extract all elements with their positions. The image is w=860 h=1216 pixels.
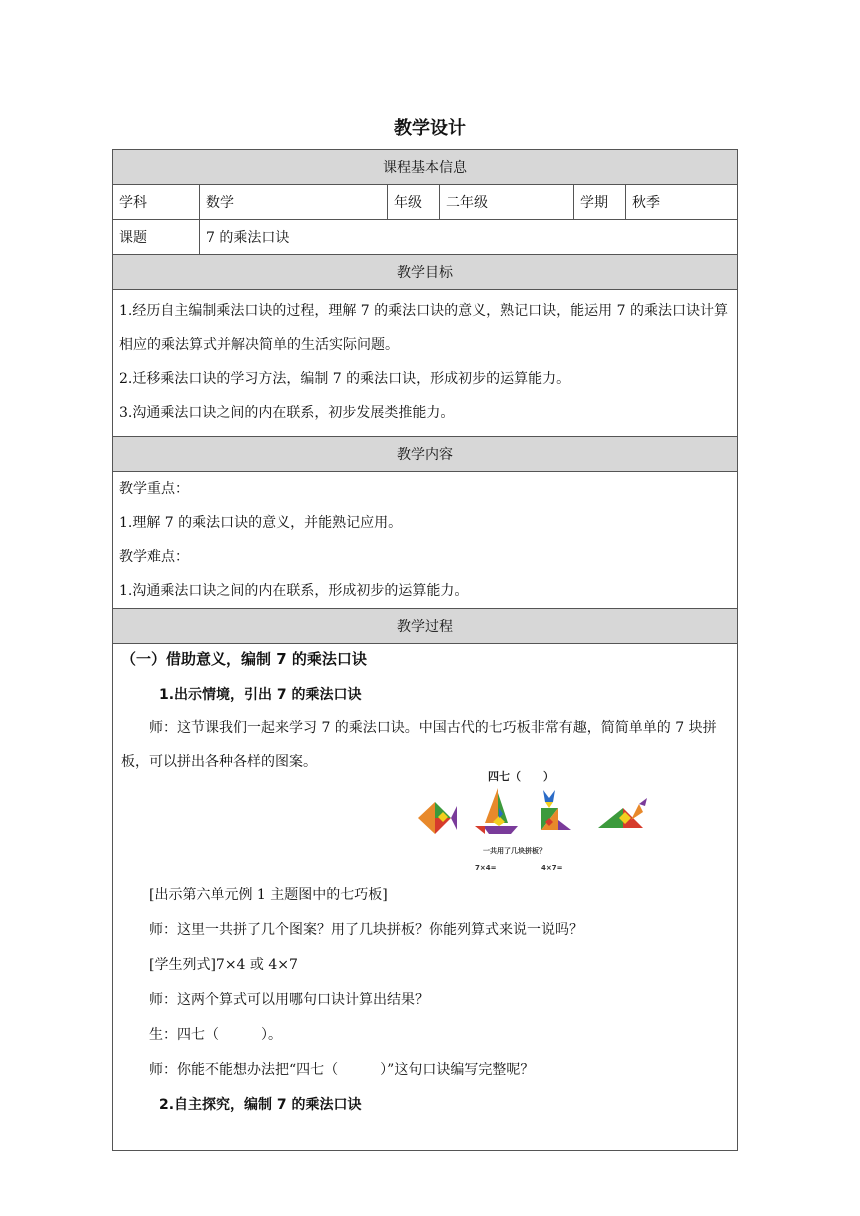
topic-value: 7 的乘法口诀 [200,220,738,255]
grade-label: 年级 [388,185,440,220]
figure-caption-mid: 一共用了几块拼板？ [483,847,546,855]
tangram-cat-icon [541,790,571,830]
process-line: 师：这里一共拼了几个图案？用了几块拼板？你能列算式来说一说吗？ [149,922,583,938]
content-header: 教学内容 [113,437,738,472]
goal-item: 1.经历自主编制乘法口诀的过程，理解 7 的乘法口诀的意义，熟记口诀，能运用 7 的乘法口诀计算相应的乘法算式并解决简单的生活实际问题。 [119,303,728,353]
key-point-item: 1.理解 7 的乘法口诀的意义，并能熟记应用。 [119,515,403,531]
process-header: 教学过程 [113,609,738,644]
basic-info-header: 课程基本信息 [113,150,738,185]
term-label: 学期 [574,185,626,220]
goal-item: 3.沟通乘法口诀之间的内在联系，初步发展类推能力。 [119,405,455,421]
tangram-boat-icon [475,788,518,834]
process-line: [出示第六单元例 1 主题图中的七巧板] [149,887,388,903]
key-points-label: 教学重点： [119,481,189,497]
goal-item: 2.迁移乘法口诀的学习方法，编制 7 的乘法口诀，形成初步的运算能力。 [119,371,571,387]
tangram-bird-icon [598,798,647,828]
subject-label: 学科 [113,185,200,220]
lesson-plan-table [112,149,738,1151]
topic-label: 课题 [113,220,200,255]
tangram-fish-icon [418,802,457,834]
document-title: 教学设计 [394,118,466,139]
goals-header: 教学目标 [113,255,738,290]
term-value: 秋季 [626,185,738,220]
figure-caption-top: 四七（ ） [488,770,554,783]
content-body [113,472,738,609]
process-line: 师：你能不能想办法把“四七（ ）”这句口诀编写完整呢？ [149,1062,535,1078]
figure-formula-right: 4×7= [541,864,563,872]
step-heading: 2.自主探究，编制 7 的乘法口诀 [159,1097,362,1113]
section-heading: （一）借助意义，编制 7 的乘法口诀 [121,650,367,668]
step-heading: 1.出示情境，引出 7 的乘法口诀 [159,687,362,703]
process-line: [学生列式]7×4 或 4×7 [149,957,298,973]
process-line: 生：四七（ ）。 [149,1027,282,1043]
difficulty-item: 1.沟通乘法口诀之间的内在联系，形成初步的运算能力。 [119,583,469,599]
goals-list [113,290,738,437]
subject-value: 数学 [200,185,388,220]
process-body [113,644,738,1151]
process-line: 师：这两个算式可以用哪句口诀计算出结果？ [149,992,429,1008]
grade-value: 二年级 [440,185,574,220]
difficulty-label: 教学难点： [119,549,189,565]
tangram-figure [413,768,663,878]
teacher-paragraph: 师：这节课我们一起来学习 7 的乘法口诀。中国古代的七巧板非常有趣，简简单单的 7 块拼板，可以拼出各种各样的图案。 [121,720,717,770]
figure-formula-left: 7×4= [475,864,497,872]
